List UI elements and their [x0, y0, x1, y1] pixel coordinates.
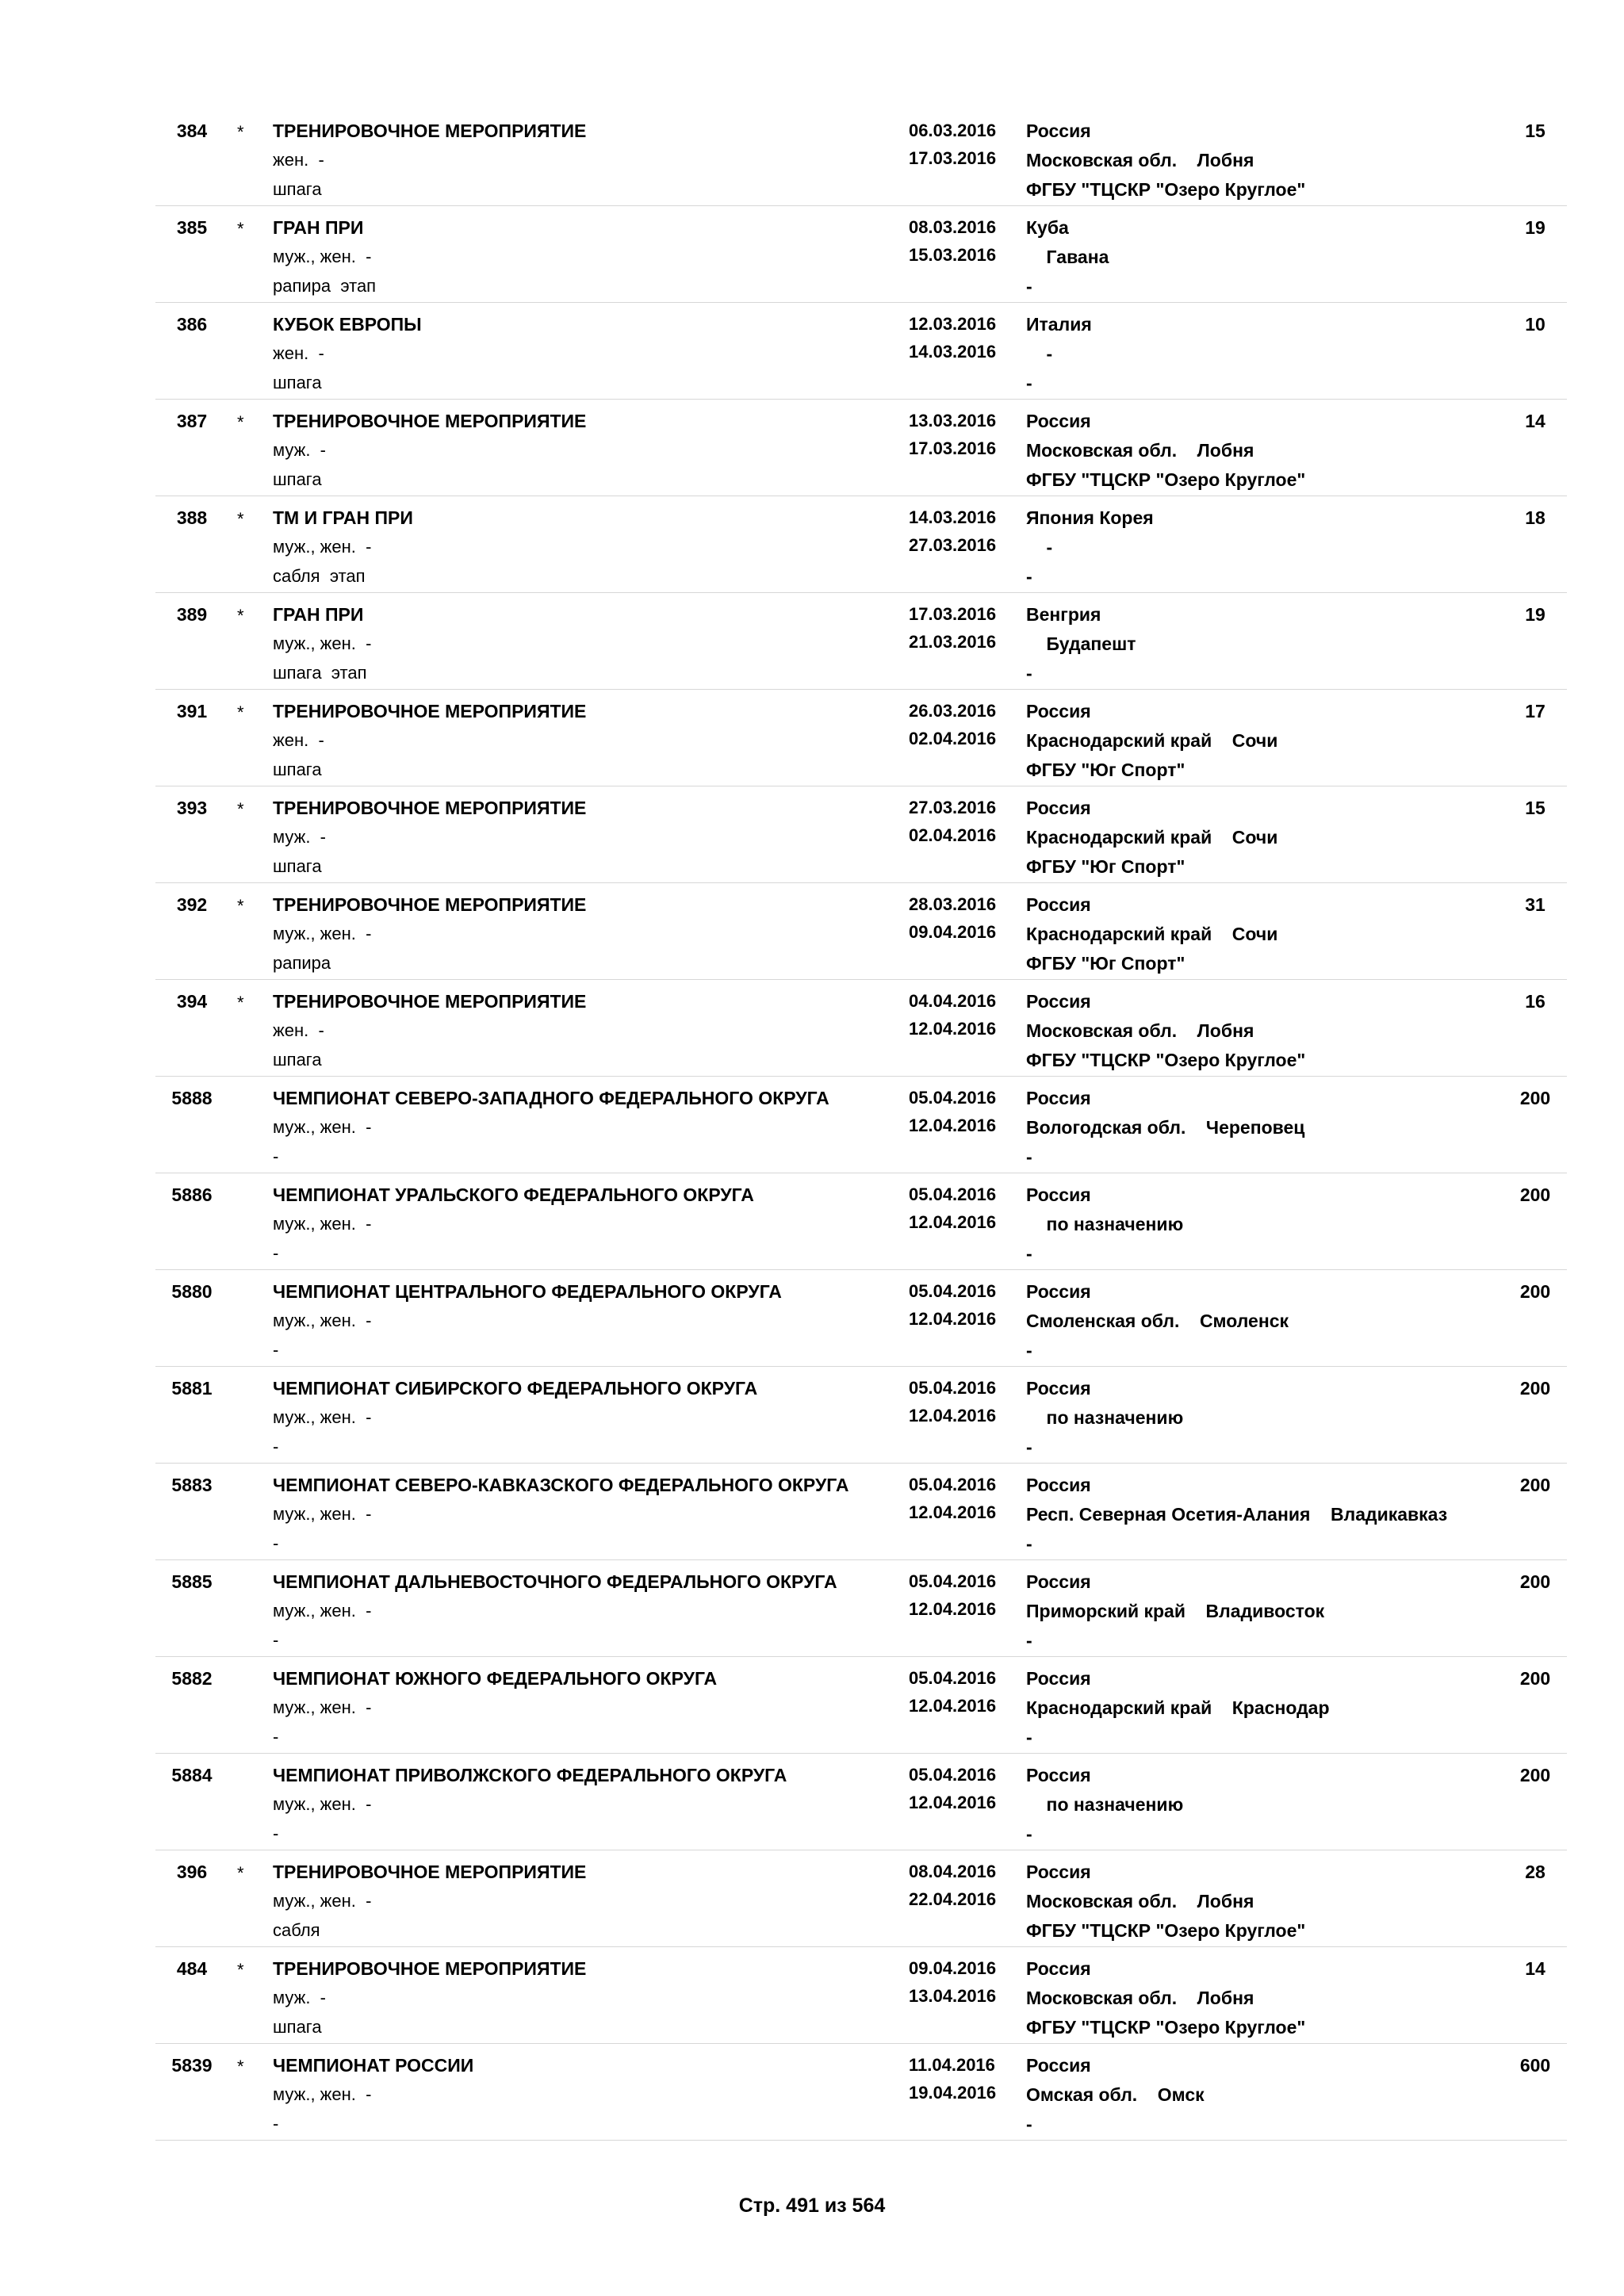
- event-row: [155, 786, 1567, 883]
- date-end: 12.04.2016: [909, 1309, 997, 1329]
- event-number: 5886: [171, 1184, 213, 1205]
- event-gender: муж. -: [273, 1988, 326, 2007]
- event-country: Россия: [1026, 1378, 1091, 1399]
- date-start: 05.04.2016: [909, 1281, 997, 1301]
- event-number: 5882: [171, 1668, 213, 1689]
- event-venue: ФГБУ "Юг Спорт": [1026, 856, 1185, 877]
- event-venue: -: [1026, 373, 1032, 393]
- event-number: 5885: [171, 1571, 213, 1592]
- event-title: ЧЕМПИОНАТ ПРИВОЛЖСКОГО ФЕДЕРАЛЬНОГО ОКРУГА: [273, 1765, 787, 1785]
- event-country: Россия: [1026, 1475, 1091, 1495]
- event-venue: ФГБУ "ТЦСКР "Озеро Круглое": [1026, 1050, 1306, 1070]
- date-end: 27.03.2016: [909, 535, 997, 555]
- participant-count: 200: [1519, 1571, 1551, 1592]
- date-start: 11.04.2016: [909, 2055, 995, 2075]
- event-region: Московская обл. Лобня: [1026, 440, 1254, 461]
- event-country: Россия: [1026, 121, 1091, 141]
- event-country: Россия: [1026, 1281, 1091, 1302]
- event-discipline: -: [273, 2114, 279, 2133]
- event-title: КУБОК ЕВРОПЫ: [273, 314, 422, 335]
- event-number: 5883: [171, 1475, 213, 1495]
- date-end: 13.04.2016: [909, 1986, 997, 2006]
- event-region: Вологодская обл. Череповец: [1026, 1117, 1305, 1138]
- asterisk-mark: *: [237, 509, 244, 529]
- event-row: [155, 206, 1567, 303]
- event-number: 5880: [171, 1281, 213, 1302]
- event-gender: жен. -: [273, 1020, 324, 1040]
- date-start: 26.03.2016: [909, 701, 997, 721]
- event-list: [155, 109, 1567, 2141]
- page-number: Стр. 491 из 564: [738, 2195, 886, 2217]
- asterisk-mark: *: [237, 702, 244, 722]
- event-country: Япония Корея: [1026, 507, 1154, 528]
- event-number: 389: [176, 604, 208, 625]
- event-country: Италия: [1026, 314, 1092, 335]
- date-start: 04.04.2016: [909, 991, 997, 1011]
- participant-count: 14: [1525, 411, 1545, 431]
- event-title: ТРЕНИРОВОЧНОЕ МЕРОПРИЯТИЕ: [273, 1958, 587, 1979]
- date-start: 14.03.2016: [909, 507, 997, 527]
- event-region: по назначению: [1026, 1214, 1184, 1234]
- participant-count: 200: [1519, 1088, 1551, 1108]
- event-country: Россия: [1026, 2055, 1091, 2076]
- date-start: 05.04.2016: [909, 1765, 997, 1785]
- participant-count: 200: [1519, 1475, 1551, 1495]
- participant-count: 10: [1525, 314, 1545, 335]
- event-discipline: сабля этап: [273, 566, 366, 586]
- event-gender: муж., жен. -: [273, 1697, 372, 1717]
- event-number: 5881: [171, 1378, 213, 1399]
- event-region: Московская обл. Лобня: [1026, 1891, 1254, 1911]
- event-venue: ФГБУ "ТЦСКР "Озеро Круглое": [1026, 179, 1306, 200]
- date-end: 02.04.2016: [909, 825, 997, 845]
- event-title: ЧЕМПИОНАТ СИБИРСКОГО ФЕДЕРАЛЬНОГО ОКРУГА: [273, 1378, 758, 1399]
- event-country: Россия: [1026, 894, 1091, 915]
- participant-count: 28: [1525, 1862, 1545, 1882]
- event-gender: муж., жен. -: [273, 1601, 372, 1621]
- event-row: [155, 593, 1567, 690]
- event-country: Россия: [1026, 1862, 1091, 1882]
- event-number: 394: [176, 991, 208, 1012]
- asterisk-mark: *: [237, 799, 244, 819]
- event-region: по назначению: [1026, 1407, 1184, 1428]
- asterisk-mark: *: [237, 993, 244, 1012]
- asterisk-mark: *: [237, 2057, 244, 2076]
- asterisk-mark: *: [237, 1960, 244, 1980]
- event-gender: муж. -: [273, 827, 326, 847]
- event-discipline: -: [273, 1823, 279, 1843]
- event-venue: -: [1026, 1630, 1032, 1651]
- event-number: 393: [176, 798, 208, 818]
- event-discipline: -: [273, 1146, 279, 1166]
- event-venue: -: [1026, 566, 1032, 587]
- event-country: Россия: [1026, 701, 1091, 721]
- date-start: 27.03.2016: [909, 798, 997, 817]
- event-gender: жен. -: [273, 150, 324, 170]
- event-venue: -: [1026, 276, 1032, 297]
- date-end: 12.04.2016: [909, 1793, 997, 1812]
- date-start: 13.03.2016: [909, 411, 997, 430]
- asterisk-mark: *: [237, 1863, 244, 1883]
- date-end: 12.04.2016: [909, 1212, 997, 1232]
- event-discipline: шпага: [273, 179, 322, 199]
- date-end: 02.04.2016: [909, 729, 997, 748]
- event-venue: ФГБУ "ТЦСКР "Озеро Круглое": [1026, 1920, 1306, 1941]
- asterisk-mark: *: [237, 896, 244, 916]
- event-number: 391: [176, 701, 208, 721]
- date-end: 09.04.2016: [909, 922, 997, 942]
- date-start: 28.03.2016: [909, 894, 997, 914]
- event-row: [155, 980, 1567, 1077]
- event-venue: -: [1026, 2114, 1032, 2134]
- participant-count: 14: [1525, 1958, 1545, 1979]
- event-venue: -: [1026, 1146, 1032, 1167]
- event-venue: ФГБУ "ТЦСКР "Озеро Круглое": [1026, 2017, 1306, 2038]
- event-title: ЧЕМПИОНАТ ДАЛЬНЕВОСТОЧНОГО ФЕДЕРАЛЬНОГО ОКРУГА: [273, 1571, 837, 1592]
- event-discipline: шпага: [273, 760, 322, 779]
- participant-count: 17: [1525, 701, 1545, 721]
- asterisk-mark: *: [237, 412, 244, 432]
- event-row: [155, 2044, 1567, 2141]
- participant-count: 200: [1519, 1378, 1551, 1399]
- participant-count: 200: [1519, 1281, 1551, 1302]
- event-venue: -: [1026, 1340, 1032, 1360]
- asterisk-mark: *: [237, 219, 244, 239]
- participant-count: 15: [1525, 121, 1545, 141]
- participant-count: 19: [1525, 217, 1545, 238]
- event-discipline: -: [273, 1727, 279, 1747]
- event-row: [155, 690, 1567, 786]
- event-row: [155, 1077, 1567, 1173]
- event-title: ТРЕНИРОВОЧНОЕ МЕРОПРИЯТИЕ: [273, 121, 587, 141]
- date-end: 22.04.2016: [909, 1889, 997, 1909]
- event-row: [155, 883, 1567, 980]
- event-country: Россия: [1026, 411, 1091, 431]
- event-country: Россия: [1026, 1668, 1091, 1689]
- event-title: ЧЕМПИОНАТ ЮЖНОГО ФЕДЕРАЛЬНОГО ОКРУГА: [273, 1668, 718, 1689]
- event-title: ТРЕНИРОВОЧНОЕ МЕРОПРИЯТИЕ: [273, 411, 587, 431]
- event-gender: муж., жен. -: [273, 1311, 372, 1330]
- participant-count: 200: [1519, 1765, 1551, 1785]
- event-number: 386: [176, 314, 208, 335]
- date-end: 12.04.2016: [909, 1599, 997, 1619]
- event-discipline: рапира: [273, 953, 331, 973]
- event-venue: ФГБУ "Юг Спорт": [1026, 760, 1185, 780]
- event-country: Россия: [1026, 1765, 1091, 1785]
- event-region: Краснодарский край Краснодар: [1026, 1697, 1330, 1718]
- event-row: [155, 496, 1567, 593]
- event-number: 388: [176, 507, 208, 528]
- event-country: Россия: [1026, 1088, 1091, 1108]
- event-discipline: шпага: [273, 2017, 322, 2037]
- event-discipline: шпага: [273, 469, 322, 489]
- date-start: 06.03.2016: [909, 121, 997, 140]
- event-title: ГРАН ПРИ: [273, 604, 364, 625]
- event-title: ЧЕМПИОНАТ СЕВЕРО-КАВКАЗСКОГО ФЕДЕРАЛЬНОГО ОКРУГА: [273, 1475, 849, 1495]
- event-row: [155, 1367, 1567, 1464]
- date-start: 05.04.2016: [909, 1475, 997, 1494]
- date-start: 08.04.2016: [909, 1862, 997, 1881]
- participant-count: 31: [1525, 894, 1545, 915]
- participant-count: 19: [1525, 604, 1545, 625]
- date-start: 05.04.2016: [909, 1378, 997, 1398]
- date-end: 15.03.2016: [909, 245, 997, 265]
- event-venue: -: [1026, 1823, 1032, 1844]
- event-title: ЧЕМПИОНАТ УРАЛЬСКОГО ФЕДЕРАЛЬНОГО ОКРУГА: [273, 1184, 754, 1205]
- event-number: 5888: [171, 1088, 213, 1108]
- date-end: 12.04.2016: [909, 1406, 997, 1425]
- date-start: 05.04.2016: [909, 1571, 997, 1591]
- asterisk-mark: *: [237, 606, 244, 626]
- event-number: 396: [176, 1862, 208, 1882]
- event-venue: ФГБУ "Юг Спорт": [1026, 953, 1185, 974]
- event-region: Омская обл. Омск: [1026, 2084, 1205, 2105]
- event-row: [155, 1464, 1567, 1560]
- event-title: ТРЕНИРОВОЧНОЕ МЕРОПРИЯТИЕ: [273, 701, 587, 721]
- participant-count: 200: [1519, 1184, 1551, 1205]
- date-end: 21.03.2016: [909, 632, 997, 652]
- event-title: ТРЕНИРОВОЧНОЕ МЕРОПРИЯТИЕ: [273, 798, 587, 818]
- event-title: ТРЕНИРОВОЧНОЕ МЕРОПРИЯТИЕ: [273, 991, 587, 1012]
- date-start: 17.03.2016: [909, 604, 997, 624]
- event-number: 387: [176, 411, 208, 431]
- event-region: Краснодарский край Сочи: [1026, 730, 1278, 751]
- event-region: Смоленская обл. Смоленск: [1026, 1311, 1289, 1331]
- event-discipline: -: [273, 1630, 279, 1650]
- event-region: Респ. Северная Осетия-Алания Владикавказ: [1026, 1504, 1448, 1525]
- date-end: 12.04.2016: [909, 1502, 997, 1522]
- date-end: 12.04.2016: [909, 1115, 997, 1135]
- event-country: Россия: [1026, 1958, 1091, 1979]
- event-row: [155, 400, 1567, 496]
- event-discipline: -: [273, 1533, 279, 1553]
- event-country: Россия: [1026, 991, 1091, 1012]
- event-gender: жен. -: [273, 343, 324, 363]
- event-gender: муж., жен. -: [273, 1117, 372, 1137]
- event-region: Краснодарский край Сочи: [1026, 827, 1278, 848]
- asterisk-mark: *: [237, 122, 244, 142]
- event-country: Куба: [1026, 217, 1069, 238]
- event-gender: муж., жен. -: [273, 633, 372, 653]
- participant-count: 16: [1525, 991, 1545, 1012]
- date-start: 05.04.2016: [909, 1088, 997, 1108]
- event-discipline: -: [273, 1340, 279, 1360]
- event-discipline: шпага: [273, 1050, 322, 1070]
- date-start: 08.03.2016: [909, 217, 997, 237]
- date-end: 19.04.2016: [909, 2083, 997, 2103]
- event-country: Россия: [1026, 1571, 1091, 1592]
- event-region: Московская обл. Лобня: [1026, 1020, 1254, 1041]
- date-end: 12.04.2016: [909, 1019, 997, 1039]
- event-row: [155, 1560, 1567, 1657]
- event-title: ТРЕНИРОВОЧНОЕ МЕРОПРИЯТИЕ: [273, 1862, 587, 1882]
- event-title: ЧЕМПИОНАТ РОССИИ: [273, 2055, 474, 2076]
- event-gender: муж., жен. -: [273, 1214, 372, 1234]
- date-start: 09.04.2016: [909, 1958, 997, 1978]
- event-venue: -: [1026, 1437, 1032, 1457]
- event-gender: жен. -: [273, 730, 324, 750]
- event-venue: -: [1026, 1533, 1032, 1554]
- event-row: [155, 1947, 1567, 2044]
- event-row: [155, 1754, 1567, 1850]
- event-venue: ФГБУ "ТЦСКР "Озеро Круглое": [1026, 469, 1306, 490]
- event-country: Россия: [1026, 1184, 1091, 1205]
- event-discipline: -: [273, 1437, 279, 1456]
- event-region: Краснодарский край Сочи: [1026, 924, 1278, 944]
- date-start: 05.04.2016: [909, 1668, 997, 1688]
- date-start: 12.03.2016: [909, 314, 997, 334]
- event-title: ЧЕМПИОНАТ ЦЕНТРАЛЬНОГО ФЕДЕРАЛЬНОГО ОКРУГА: [273, 1281, 782, 1302]
- event-title: ТМ И ГРАН ПРИ: [273, 507, 413, 528]
- event-number: 392: [176, 894, 208, 915]
- event-country: Венгрия: [1026, 604, 1101, 625]
- date-end: 14.03.2016: [909, 342, 997, 362]
- event-row: [155, 1270, 1567, 1367]
- event-region: -: [1026, 537, 1053, 557]
- event-title: ЧЕМПИОНАТ СЕВЕРО-ЗАПАДНОГО ФЕДЕРАЛЬНОГО ОКРУГА: [273, 1088, 829, 1108]
- event-discipline: рапира этап: [273, 276, 377, 296]
- event-row: [155, 1850, 1567, 1947]
- event-number: 5839: [171, 2055, 213, 2076]
- event-gender: муж., жен. -: [273, 924, 372, 943]
- event-region: Будапешт: [1026, 633, 1136, 654]
- event-discipline: шпага этап: [273, 663, 367, 683]
- event-row: [155, 1657, 1567, 1754]
- event-region: Гавана: [1026, 247, 1109, 267]
- event-venue: -: [1026, 663, 1032, 683]
- participant-count: 18: [1525, 507, 1545, 528]
- event-number: 5884: [171, 1765, 213, 1785]
- participant-count: 200: [1519, 1668, 1551, 1689]
- participant-count: 600: [1519, 2055, 1551, 2076]
- event-discipline: сабля: [273, 1920, 320, 1940]
- event-region: -: [1026, 343, 1053, 364]
- date-end: 12.04.2016: [909, 1696, 997, 1716]
- event-gender: муж., жен. -: [273, 1891, 372, 1911]
- event-region: Московская обл. Лобня: [1026, 150, 1254, 170]
- event-gender: муж., жен. -: [273, 247, 372, 266]
- event-gender: муж., жен. -: [273, 537, 372, 557]
- event-venue: -: [1026, 1243, 1032, 1264]
- event-title: ТРЕНИРОВОЧНОЕ МЕРОПРИЯТИЕ: [273, 894, 587, 915]
- event-title: ГРАН ПРИ: [273, 217, 364, 238]
- event-region: по назначению: [1026, 1794, 1184, 1815]
- event-row: [155, 303, 1567, 400]
- event-discipline: шпага: [273, 373, 322, 392]
- event-gender: муж., жен. -: [273, 1407, 372, 1427]
- event-row: [155, 1173, 1567, 1270]
- event-gender: муж. -: [273, 440, 326, 460]
- event-number: 484: [176, 1958, 208, 1979]
- event-number: 385: [176, 217, 208, 238]
- date-start: 05.04.2016: [909, 1184, 997, 1204]
- participant-count: 15: [1525, 798, 1545, 818]
- event-discipline: шпага: [273, 856, 322, 876]
- event-gender: муж., жен. -: [273, 1794, 372, 1814]
- event-region: Приморский край Владивосток: [1026, 1601, 1325, 1621]
- event-country: Россия: [1026, 798, 1091, 818]
- event-number: 384: [176, 121, 208, 141]
- event-region: Московская обл. Лобня: [1026, 1988, 1254, 2008]
- date-end: 17.03.2016: [909, 438, 997, 458]
- date-end: 17.03.2016: [909, 148, 997, 168]
- event-venue: -: [1026, 1727, 1032, 1747]
- event-row: [155, 109, 1567, 206]
- event-gender: муж., жен. -: [273, 1504, 372, 1524]
- event-discipline: -: [273, 1243, 279, 1263]
- event-gender: муж., жен. -: [273, 2084, 372, 2104]
